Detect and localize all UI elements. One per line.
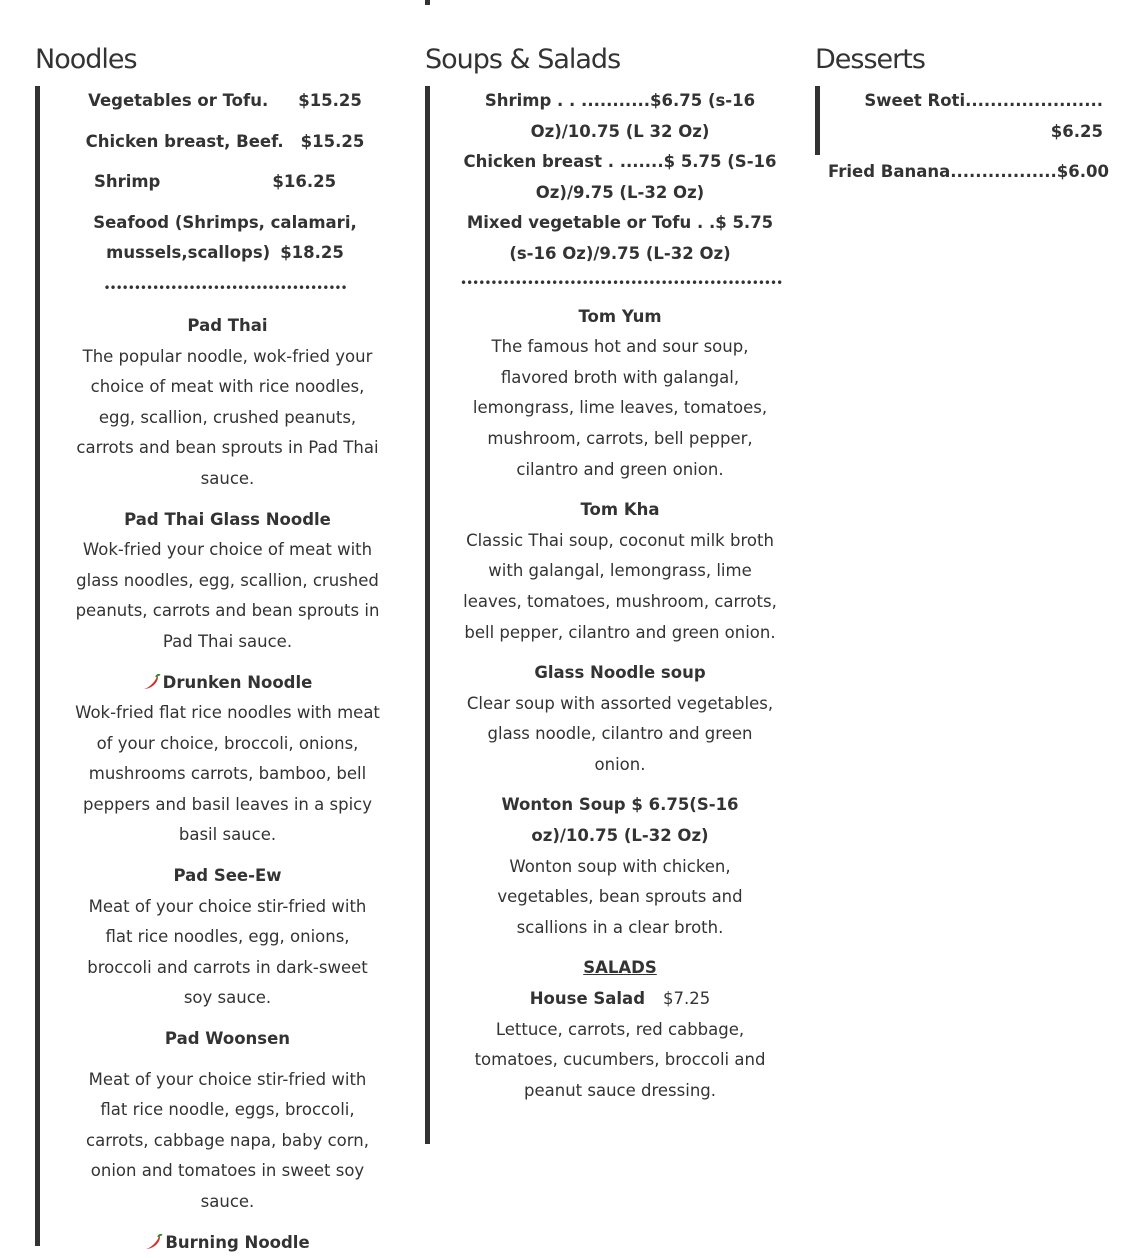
- item-desc-pad-thai: The popular noodle, wok-fried your choice of meat with rice noodles, egg, scallion, crushed peanuts, carrots and bean sprouts in Pad Thai sauce.: [76, 346, 379, 488]
- item-name-tom-kha: Tom Kha: [580, 500, 660, 520]
- item-desc-house-salad: Lettuce, carrots, red cabbage, tomatoes, cucumbers, broccoli and peanut sauce dressing.: [474, 1019, 766, 1100]
- noodles-price-seafood: Seafood (Shrimps, calamari, mussels,scallops) $18.25: [93, 212, 357, 263]
- soups-price-shrimp: Shrimp . . ...........$6.75 (s-16 Oz)/10.75 (L 32 Oz): [484, 91, 756, 141]
- noodles-separator: ••••••••••••••••••••••••••••••••••••••••: [103, 280, 347, 295]
- desserts-body: [815, 86, 1115, 182]
- dessert-fried-banana: Fried Banana.................$6.00: [828, 162, 1109, 182]
- item-desc-pad-woonsen: Meat of your choice stir-fried with flat rice noodle, eggs, broccoli, carrots, cabbage napa, baby corn, onion and tomatoes in sweet soy sauce.: [86, 1069, 369, 1211]
- item-desc-drunken-noodle: Wok-fried flat rice noodles with meat of your choice, broccoli, onions, mushrooms carrots, bamboo, bell peppers and basil leaves in a spicy basil sauce.: [75, 703, 380, 845]
- item-desc-pad-thai-glass: Wok-fried your choice of meat with glass noodles, egg, scallion, crushed peanuts, carrots and bean sprouts in Pad Thai sauce.: [75, 540, 380, 651]
- soups-column: [425, 44, 785, 1144]
- item-name-house-salad: House Salad $7.25: [529, 989, 711, 1009]
- column-divider-top: [425, 0, 430, 5]
- noodles-body: [35, 86, 410, 1252]
- item-name-tom-yum: Tom Yum: [578, 306, 662, 326]
- soups-price-chicken: Chicken breast . .......$ 5.75 (S-16 Oz)/9.75 (L-32 Oz): [463, 152, 777, 202]
- item-name-glass-noodle-soup: Glass Noodle soup: [534, 663, 706, 683]
- item-name-pad-woonsen: Pad Woonsen: [164, 1029, 291, 1049]
- soups-title: Soups & Salads: [425, 44, 621, 75]
- item-desc-tom-kha: Classic Thai soup, coconut milk broth with galangal, lemongrass, lime leaves, tomatoes, mushroom, carrots, bell pepper, cilantro and green onion.: [463, 530, 777, 642]
- item-name-drunken-noodle: Drunken Noodle: [75, 668, 380, 699]
- desserts-column: [815, 44, 1115, 182]
- item-desc-glass-noodle-soup: Clear soup with assorted vegetables, glass noodle, cilantro and green onion.: [466, 693, 774, 774]
- item-desc-tom-yum: The famous hot and sour soup, flavored broth with galangal, lemongrass, lime leaves, tomatoes, mushroom, carrots, bell pepper, cilantro and green onion.: [472, 337, 768, 479]
- item-name-pad-thai-glass: Pad Thai Glass Noodle: [124, 509, 331, 529]
- desserts-title: Desserts: [815, 44, 925, 75]
- item-name-pad-thai: Pad Thai: [187, 315, 268, 335]
- noodles-title: Noodles: [35, 44, 137, 75]
- item-desc-wonton-soup: Wonton soup with chicken, vegetables, bean sprouts and scallions in a clear broth.: [497, 856, 743, 937]
- noodles-price-shrimp: Shrimp $16.25: [93, 172, 337, 192]
- item-name-pad-see-ew: Pad See-Ew: [173, 866, 282, 886]
- soups-separator: •••••••••••••••••••••••••••••••••••••••••••••••••••••: [460, 275, 783, 290]
- noodles-column: [35, 44, 410, 1252]
- noodles-price-veg: Vegetables or Tofu. $15.25: [88, 91, 362, 110]
- item-name-burning-noodle: Burning Noodle: [75, 1228, 380, 1258]
- item-name-wonton-soup: Wonton Soup $ 6.75(S-16 oz)/10.75 (L-32 Oz): [501, 795, 739, 846]
- noodles-price-chicken: Chicken breast, Beef. $15.25: [85, 131, 365, 151]
- item-desc-pad-see-ew: Meat of your choice stir-fried with flat rice noodles, egg, onions, broccoli and carrots in dark-sweet soy sauce.: [87, 896, 368, 1008]
- chili-pepper-icon: [143, 674, 161, 690]
- salads-heading: SALADS: [583, 958, 657, 978]
- soups-price-veg: Mixed vegetable or Tofu . .$ 5.75 (s-16 Oz)/9.75 (L-32 Oz): [466, 213, 774, 263]
- soups-body: [425, 86, 783, 1144]
- chili-pepper-icon: [145, 1234, 163, 1250]
- dessert-sweet-roti: Sweet Roti...................... $6.25: [864, 91, 1103, 141]
